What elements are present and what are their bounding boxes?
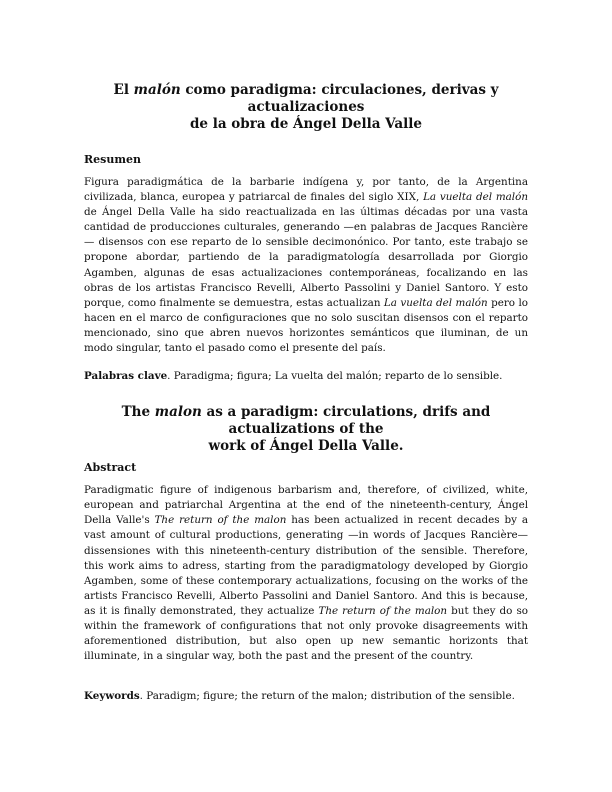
spanish-abstract-part2: de Ángel Della Valle ha sido reactualizada en las últimas décadas por una vasta cantidad de producciones culturales, generando —en palabras de Jacques Rancière— disensos con ese reparto de lo sensible decimonónico. Por tanto, este trabajo se propone abordar, partiendo de la paradigmatología desarrollada por Giorgio Agamben, algunas de esas actualizaciones contemporáneas, focalizando en las obras de los artistas Francisco Revelli, Alberto Passolini y Daniel Santoro. Y esto porque, como finalmente se demuestra, estas actualizan: [84, 206, 528, 309]
spanish-abstract-part3: pero lo hacen en el marco de configuraciones que no solo suscitan disensos con el reparto mencionado, sino que abren nuevos horizontes semánticos que iluminan, de un modo singular, tanto el pasado como el presente del país.: [84, 296, 528, 355]
spanish-title-post: como paradigma: circulaciones, derivas y actualizaciones: [180, 82, 499, 115]
english-abstract-part1: Paradigmatic figure of indigenous barbarism and, therefore, of civilized, white, european and patriarchal Argentina at the end of the nineteenth-century, Ángel Della Valle's: [84, 484, 528, 527]
spanish-title-pre: El: [113, 82, 134, 98]
spanish-title-line2: de la obra de Ángel Della Valle: [189, 116, 422, 132]
english-keywords-label: Keywords: [84, 690, 140, 703]
spanish-abstract-body: [84, 175, 528, 356]
english-keywords-text: . Paradigm; figure; the return of the malon; distribution of the sensible.: [139, 690, 515, 703]
english-abstract-part3: but they do so within the framework of configurations that not only provoke disagreements with aforementioned distribution, but also open up new semantic horizonts that illuminate, in a singular way, both the past and the present of the country.: [84, 604, 528, 663]
english-title: [84, 404, 528, 455]
english-title-pre: The: [121, 404, 155, 421]
english-abstract-italic2: The return of the malon: [318, 604, 448, 617]
spanish-abstract-heading: Resumen: [84, 153, 141, 166]
spanish-title-italic: malón: [133, 82, 181, 98]
english-title-line2: work of Ángel Della Valle.: [208, 438, 404, 455]
paper-page: [84, 82, 528, 704]
spanish-title: [84, 82, 528, 133]
english-abstract-part2: has been actualized in recent decades by a vast amount of cultural productions, generating —in words of Jacques Rancière— dissensiones with this nineteenth-century distribution of the sensible. Therefore, this work aims to adress, starting from the paradigmatology developed by Giorgio Agamben, some of these contemporary actualizations, focusing on the works of the artists Francisco Revelli, Alberto Passolini and Daniel Santoro. And this is because, as it is finally demonstrated, they actualize: [84, 514, 528, 617]
english-abstract-italic1: The return of the malon: [154, 514, 287, 527]
spanish-abstract-italic1: La vuelta del malón: [423, 191, 528, 204]
english-abstract-heading: Abstract: [84, 461, 137, 475]
english-abstract-body: [84, 483, 528, 664]
spanish-abstract-italic2: La vuelta del malón: [383, 296, 488, 309]
spanish-abstract-part1: Figura paradigmática de la barbarie indígena y, por tanto, de la Argentina civilizada, blanca, europea y patriarcal de finales del siglo XIX,: [84, 176, 528, 204]
spanish-keywords-label: Palabras clave: [84, 370, 168, 383]
spanish-keywords: [84, 369, 528, 384]
english-keywords: [84, 689, 528, 704]
english-title-italic: malon: [154, 404, 202, 421]
english-title-post: as a paradigm: circulations, drifs and actualizations of the: [201, 404, 491, 438]
spanish-keywords-text: . Paradigma; figura; La vuelta del malón; reparto de lo sensible.: [167, 370, 503, 383]
